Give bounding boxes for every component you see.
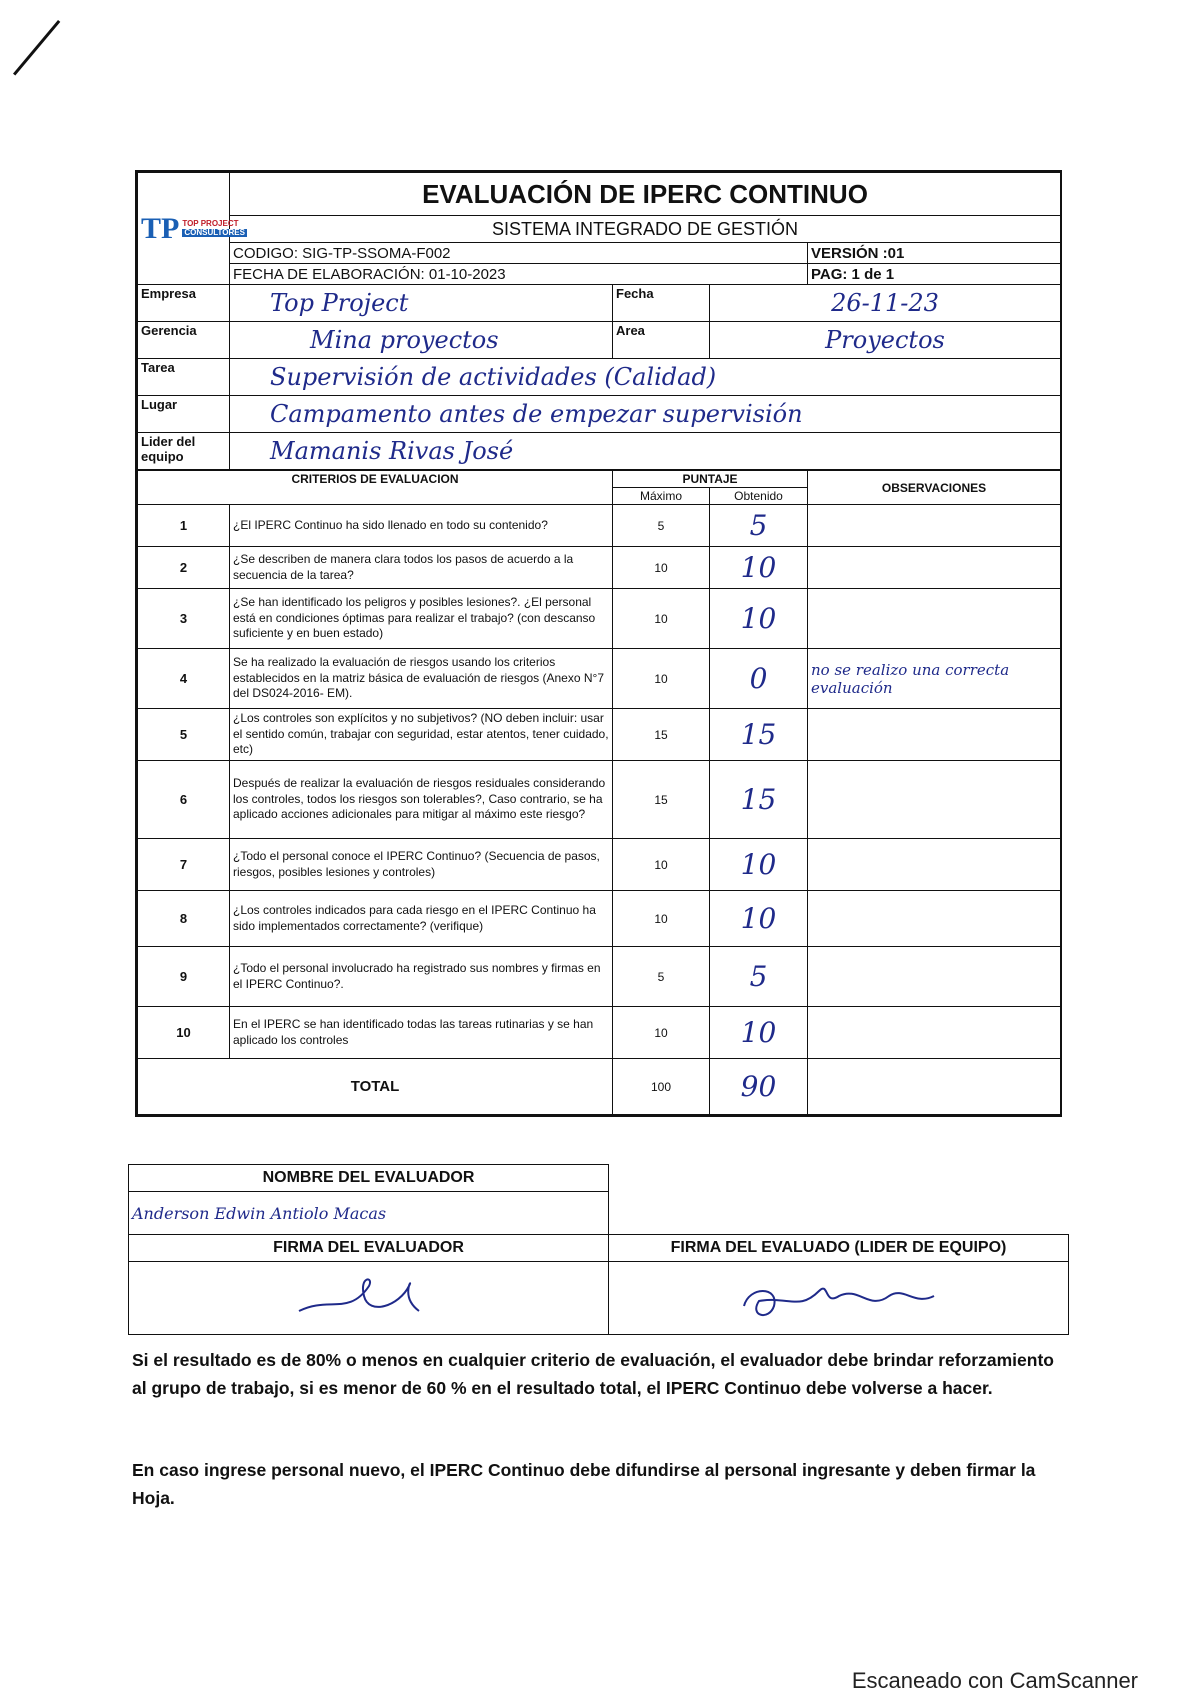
tarea-label: Tarea bbox=[138, 359, 230, 396]
criteria-text: Después de realizar la evaluación de riesgos residuales considerando los controles, todos los riesgos son tolerables?, Caso contrario, se ha aplicado acciones adicionales para mitigar al máximo este riesgo? bbox=[230, 761, 613, 839]
empresa-value: Top Project bbox=[230, 285, 613, 322]
observation bbox=[808, 589, 1061, 649]
total-obtained: 90 bbox=[710, 1059, 808, 1115]
total-label: TOTAL bbox=[138, 1059, 613, 1115]
lider-label: Lider del equipo bbox=[138, 433, 230, 470]
max-score: 10 bbox=[613, 589, 710, 649]
tarea-value: Supervisión de actividades (Calidad) bbox=[230, 359, 1061, 396]
row-number: 10 bbox=[138, 1007, 230, 1059]
criteria-row bbox=[138, 1007, 1061, 1059]
row-number: 9 bbox=[138, 947, 230, 1007]
company-logo bbox=[138, 173, 245, 285]
obtained-score: 5 bbox=[710, 505, 808, 547]
logo-line1: TOP PROJECT bbox=[182, 218, 239, 228]
observation bbox=[808, 709, 1061, 761]
criteria-row bbox=[138, 649, 1061, 709]
note-reinforcement: Si el resultado es de 80% o menos en cualquier criterio de evaluación, el evaluador debe brindar reforzamiento al grupo de trabajo, si es menor de 60 % en el resultado total, el IPERC Continuo debe volverse a hacer. bbox=[132, 1350, 1054, 1398]
iperc-form bbox=[135, 170, 1062, 1117]
form-code: CODIGO: SIG-TP-SSOMA-F002 bbox=[230, 243, 808, 264]
max-score: 5 bbox=[613, 947, 710, 1007]
obtained-score: 15 bbox=[710, 709, 808, 761]
row-number: 3 bbox=[138, 589, 230, 649]
observation bbox=[808, 547, 1061, 589]
row-number: 2 bbox=[138, 547, 230, 589]
criteria-text: ¿Se describen de manera clara todos los pasos de acuerdo a la secuencia de la tarea? bbox=[230, 547, 613, 589]
pen-mark bbox=[13, 20, 60, 76]
max-score: 10 bbox=[613, 649, 710, 709]
criteria-row bbox=[138, 761, 1061, 839]
observation bbox=[808, 891, 1061, 947]
criteria-row bbox=[138, 589, 1061, 649]
criteria-row bbox=[138, 891, 1061, 947]
max-score: 10 bbox=[613, 1007, 710, 1059]
evaluated-signature bbox=[609, 1262, 1069, 1335]
total-obs bbox=[808, 1059, 1061, 1115]
form-elab-date: FECHA DE ELABORACIÓN: 01-10-2023 bbox=[230, 264, 808, 285]
obtained-score: 5 bbox=[710, 947, 808, 1007]
total-max: 100 bbox=[613, 1059, 710, 1115]
obtained-score: 10 bbox=[710, 1007, 808, 1059]
evaluator-name: Anderson Edwin Antiolo Macas bbox=[129, 1192, 609, 1235]
max-score: 10 bbox=[613, 839, 710, 891]
evaluator-signature bbox=[129, 1262, 609, 1335]
criteria-text: En el IPERC se han identificado todas las tareas rutinarias y se han aplicado los controles bbox=[230, 1007, 613, 1059]
criteria-header: CRITERIOS DE EVALUACION bbox=[138, 471, 613, 505]
note-new-staff: En caso ingrese personal nuevo, el IPERC Continuo debe difundirse al personal ingresante y deben firmar la Hoja. bbox=[132, 1460, 1036, 1508]
row-number: 4 bbox=[138, 649, 230, 709]
max-score: 10 bbox=[613, 547, 710, 589]
lugar-label: Lugar bbox=[138, 396, 230, 433]
max-score: 10 bbox=[613, 891, 710, 947]
observation bbox=[808, 839, 1061, 891]
evaluator-signature-label: FIRMA DEL EVALUADOR bbox=[129, 1235, 609, 1262]
puntaje-header: PUNTAJE bbox=[613, 471, 808, 488]
evaluator-table bbox=[128, 1164, 1069, 1335]
scanner-footer: Escaneado con CamScanner bbox=[851, 1668, 1138, 1693]
obtained-score: 10 bbox=[710, 547, 808, 589]
criteria-row bbox=[138, 547, 1061, 589]
criteria-text: ¿Los controles indicados para cada riesgo en el IPERC Continuo ha sido implementados correctamente? (verifique) bbox=[230, 891, 613, 947]
obtained-score: 10 bbox=[710, 589, 808, 649]
obt-header: Obtenido bbox=[710, 488, 808, 505]
criteria-text: ¿El IPERC Continuo ha sido llenado en todo su contenido? bbox=[230, 505, 613, 547]
lugar-value: Campamento antes de empezar supervisión bbox=[230, 396, 1061, 433]
form-page: PAG: 1 de 1 bbox=[808, 264, 1061, 285]
criteria-text: ¿Se han identificado los peligros y posibles lesiones?. ¿El personal está en condiciones óptimas para realizar el trabajo? (con descanso suficiente y en buen estado) bbox=[230, 589, 613, 649]
logo-mark-icon: TP bbox=[141, 211, 180, 245]
system-name: SISTEMA INTEGRADO DE GESTIÓN bbox=[230, 216, 1061, 243]
fecha-value: 26-11-23 bbox=[710, 285, 1061, 322]
max-score: 5 bbox=[613, 505, 710, 547]
criteria-text: Se ha realizado la evaluación de riesgos usando los criterios establecidos en la matriz básica de evaluación de riesgos (Anexo N°7 del DS024-2016- EM). bbox=[230, 649, 613, 709]
evaluator-signature-icon bbox=[289, 1266, 449, 1326]
row-number: 5 bbox=[138, 709, 230, 761]
obtained-score: 0 bbox=[710, 649, 808, 709]
lider-value: Mamanis Rivas José bbox=[230, 433, 1061, 470]
row-number: 7 bbox=[138, 839, 230, 891]
criteria-table bbox=[137, 470, 1061, 1115]
max-header: Máximo bbox=[613, 488, 710, 505]
max-score: 15 bbox=[613, 709, 710, 761]
form-version: VERSIÓN :01 bbox=[808, 243, 1061, 264]
form-title: EVALUACIÓN DE IPERC CONTINUO bbox=[230, 173, 1061, 216]
criteria-row bbox=[138, 839, 1061, 891]
obtained-score: 10 bbox=[710, 891, 808, 947]
evaluated-signature-icon bbox=[729, 1266, 949, 1326]
row-number: 6 bbox=[138, 761, 230, 839]
logo-line2: CONSULTORES bbox=[184, 227, 245, 237]
obtained-score: 15 bbox=[710, 761, 808, 839]
criteria-text: ¿Todo el personal conoce el IPERC Continuo? (Secuencia de pasos, riesgos, posibles lesiones y controles) bbox=[230, 839, 613, 891]
obtained-score: 10 bbox=[710, 839, 808, 891]
row-number: 1 bbox=[138, 505, 230, 547]
observation bbox=[808, 1007, 1061, 1059]
criteria-row bbox=[138, 709, 1061, 761]
evaluated-signature-label: FIRMA DEL EVALUADO (LIDER DE EQUIPO) bbox=[609, 1235, 1069, 1262]
area-value: Proyectos bbox=[710, 322, 1061, 359]
criteria-text: ¿Todo el personal involucrado ha registrado sus nombres y firmas en el IPERC Continuo?. bbox=[230, 947, 613, 1007]
evaluator-section bbox=[128, 1164, 1068, 1335]
criteria-row bbox=[138, 947, 1061, 1007]
gerencia-value: Mina proyectos bbox=[230, 322, 613, 359]
observation: no se realizo una correcta evaluación bbox=[808, 649, 1061, 709]
observation bbox=[808, 761, 1061, 839]
evaluator-name-label: NOMBRE DEL EVALUADOR bbox=[129, 1165, 609, 1192]
form-header bbox=[137, 172, 1061, 470]
area-label: Area bbox=[613, 322, 710, 359]
observation bbox=[808, 947, 1061, 1007]
criteria-text: ¿Los controles son explícitos y no subjetivos? (NO deben incluir: usar el sentido común, trabajar con seguridad, estar atentos, tener cuidado, etc) bbox=[230, 709, 613, 761]
fecha-label: Fecha bbox=[613, 285, 710, 322]
row-number: 8 bbox=[138, 891, 230, 947]
gerencia-label: Gerencia bbox=[138, 322, 230, 359]
observaciones-header: OBSERVACIONES bbox=[808, 471, 1061, 505]
empresa-label: Empresa bbox=[138, 285, 230, 322]
observation bbox=[808, 505, 1061, 547]
max-score: 15 bbox=[613, 761, 710, 839]
criteria-row bbox=[138, 505, 1061, 547]
